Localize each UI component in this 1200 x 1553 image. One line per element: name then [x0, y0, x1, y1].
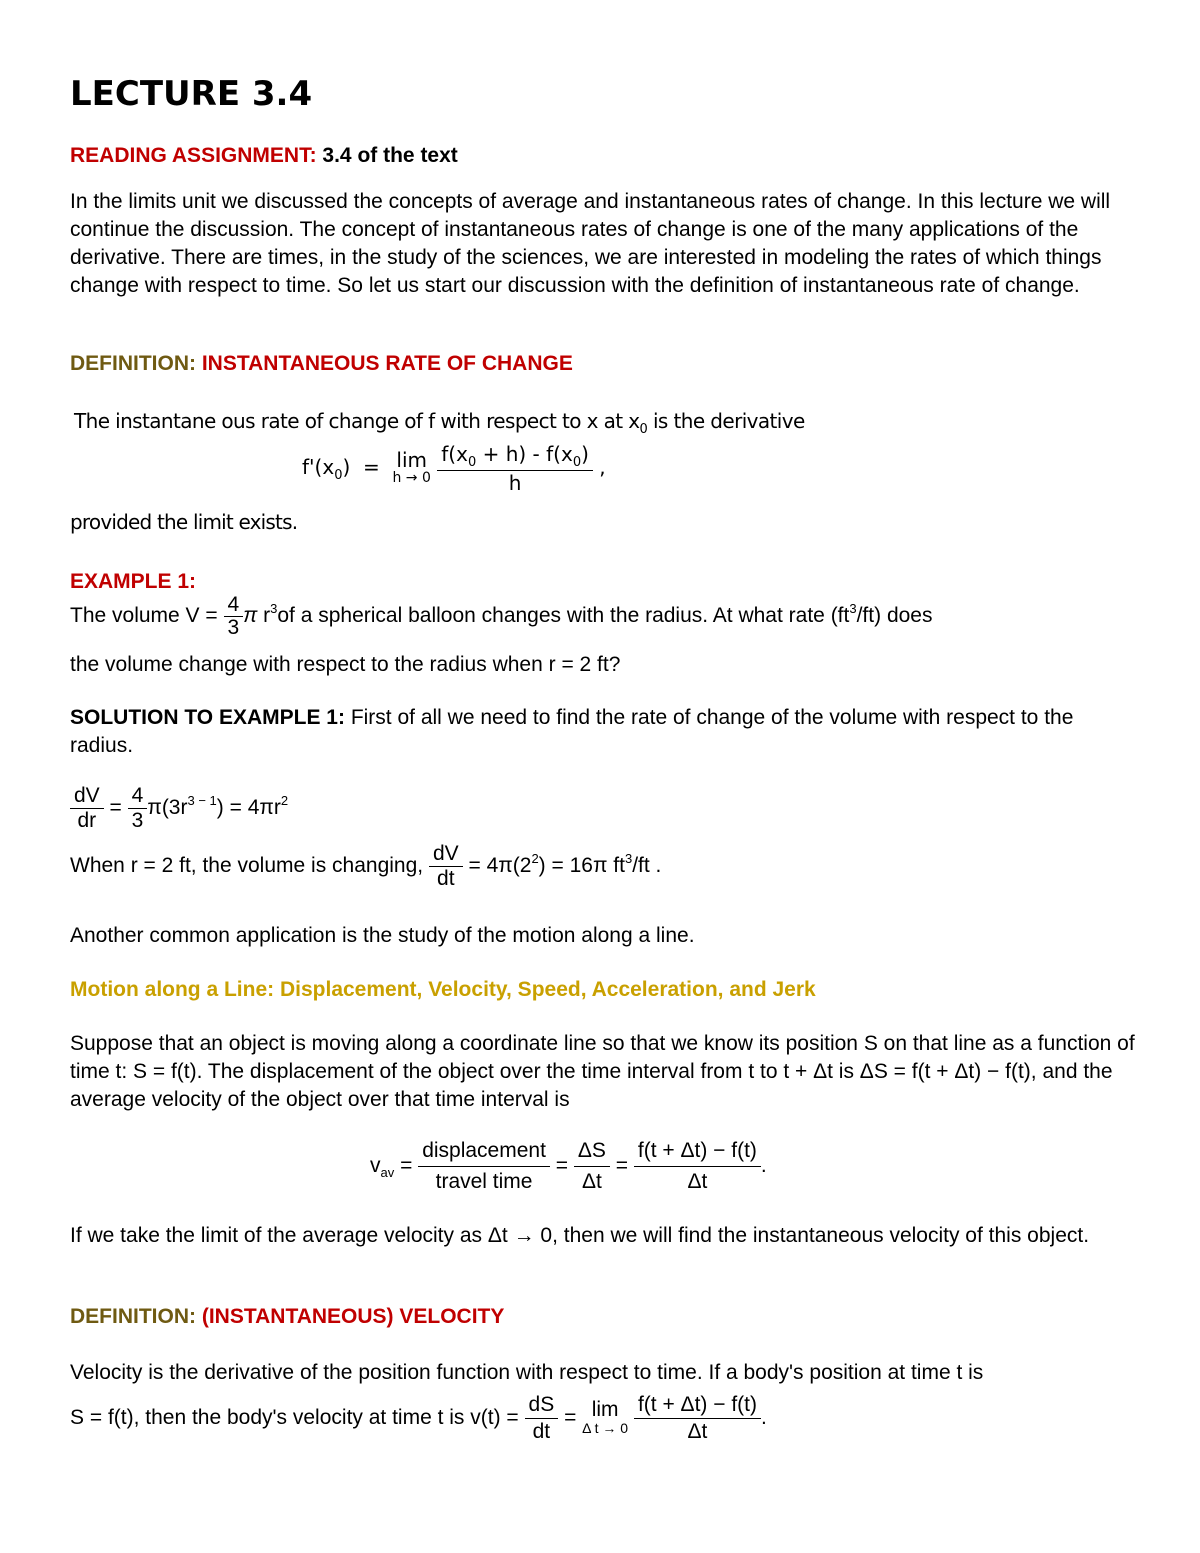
formula-lhs-end: ) — [342, 455, 351, 479]
definition-2-heading — [70, 1303, 504, 1331]
motion-paragraph: Suppose that an object is moving along a coordinate line so that we know its position S on that line as a function of time t: S = f(t). The displacement of the object over the time interval from t to t + Δt is ΔS = f(t + Δt) − f(t), and the average velocity of the object over that time interval is — [70, 1032, 1135, 1111]
def1-text-a: The instantane ous rate of change of f with respect to x at x — [74, 409, 640, 433]
eq-sign: = — [109, 796, 122, 820]
vav-eq1: = — [400, 1154, 413, 1178]
def1-sub: 0 — [639, 422, 648, 437]
formula-comma: , — [599, 455, 606, 479]
ex1-r: r — [263, 604, 271, 628]
def2-line2: S = f(t), then the body's velocity at time t is v(t) = — [70, 1406, 519, 1430]
lim-text: lim — [396, 447, 427, 472]
vav-sub: av — [380, 1165, 395, 1181]
vav-v: v — [370, 1154, 381, 1178]
expr-2-exp2: 3 — [624, 851, 633, 867]
formula-fraction — [437, 442, 593, 495]
formula-numerator: $f(x_0 + h) - f(x_0)$ — [437, 442, 593, 471]
page-title: LECTURE 3.4 — [70, 74, 313, 114]
def2-limit: lim Δ t → 0 — [582, 1397, 629, 1436]
ds-dt-fraction: $\frac{dS}{dt}$ — [525, 1392, 559, 1445]
formula-eq: = — [363, 455, 380, 479]
ex1-text-b: of a spherical balloon changes with the radius. At what rate — [277, 604, 825, 628]
example-1-question — [70, 594, 932, 639]
vav-eq2: = — [555, 1154, 569, 1178]
expr-1: π(3r — [147, 796, 188, 820]
vav-end: . — [760, 1154, 767, 1178]
formula-denominator: h — [508, 471, 522, 495]
def2-fraction: $\frac{f(t + \Delta t) - f(t)}{\Delta t}$ — [634, 1392, 761, 1445]
definition-1-provided: provided the limit exists. — [70, 510, 298, 534]
four-thirds-fraction: $\frac{4}{3}$ — [128, 784, 148, 833]
ex1-text-c: does — [886, 604, 933, 628]
average-velocity-formula — [370, 1136, 767, 1197]
ex1-text-a: The volume V = — [70, 604, 218, 628]
reading-label: READING ASSIGNMENT: — [70, 144, 317, 167]
solution-1-paragraph — [70, 704, 1140, 760]
ex1-r-sup: 3 — [270, 601, 278, 617]
def1-text-b: is the derivative — [652, 409, 805, 433]
expr-1b: ) = 4πr — [216, 796, 281, 820]
motion-heading: Motion along a Line: Displacement, Velocity, Speed, Acceleration, and Jerk — [70, 978, 816, 1001]
when-text: When r = 2 ft, the volume is changing, — [70, 854, 424, 878]
formula-limit — [392, 447, 431, 487]
reading-text: 3.4 of the text — [322, 144, 458, 167]
definition-2-label: DEFINITION: — [70, 1305, 196, 1328]
reading-assignment — [70, 142, 458, 170]
limit-paragraph: If we take the limit of the average velocity as Δt → 0, then we will find the instantaneous velocity of this object. — [70, 1224, 1090, 1247]
dv-dr-fraction: $\frac{dV}{dr}$ — [70, 784, 104, 833]
formula-lhs-sub: 0 — [334, 468, 343, 483]
vav-eq3: = — [615, 1154, 629, 1178]
solution-1-text: First of all we need to find the rate of change of the volume with respect to the radius. — [70, 706, 1074, 757]
expr-2: = 4π(2 — [468, 854, 532, 878]
def2-eq: = — [564, 1406, 577, 1430]
pi-symbol: π — [243, 604, 258, 628]
intro-paragraph: In the limits unit we discussed the concepts of average and instantaneous rates of change. In this lecture we will continue the discussion. The concept of instantaneous rates of change is one of the many applications of the derivative. There are times, in the study of the sciences, we are interested in modeling the rates of which things change with respect to time. So let us start our discussion with the definition of instantaneous rate of change. — [70, 190, 1111, 297]
formula-lhs: f'(x — [302, 455, 335, 479]
definition-1-formula — [302, 442, 606, 495]
solution-1-derivative — [70, 784, 288, 833]
expr-2c: /ft . — [632, 854, 662, 878]
lim-under: h → 0 — [392, 469, 431, 486]
solution-1-label: SOLUTION TO EXAMPLE 1: — [70, 706, 345, 729]
example-1-question-line2: the volume change with respect to the radius when r = 2 ft? — [70, 653, 621, 676]
vav-fraction-2: $\frac{\Delta S}{\Delta t}$ — [574, 1136, 610, 1197]
example-1-label: EXAMPLE 1: — [70, 570, 197, 593]
definition-1-title: INSTANTANEOUS RATE OF CHANGE — [201, 352, 573, 375]
definition-1-statement — [74, 407, 805, 444]
ex1-unit: $(ft^3/ft)$ — [830, 601, 882, 628]
solution-1-result — [70, 842, 661, 891]
definition-2-line1: Velocity is the derivative of the position function with respect to time. If a body's position at time t is — [70, 1361, 984, 1384]
another-application: Another common application is the study of the motion along a line. — [70, 924, 695, 947]
def2-end: . — [761, 1406, 767, 1430]
definition-1-heading — [70, 350, 573, 378]
vav-fraction-1: $\frac{\text{displacement}}{\text{travel time}}$ — [418, 1136, 550, 1197]
expr-1-exp2: 2 — [280, 793, 289, 809]
definition-1-label: DEFINITION: — [70, 352, 196, 375]
expr-1-exp: 3 − 1 — [187, 793, 217, 809]
definition-2-title: (INSTANTANEOUS) VELOCITY — [201, 1305, 505, 1328]
expr-2b: ) = 16π ft — [538, 854, 625, 878]
definition-2-formula — [70, 1392, 767, 1445]
expr-2-exp: 2 — [531, 851, 539, 867]
ex1-fraction: $\frac{4}{3}$ — [224, 594, 244, 639]
dv-dt-fraction: $\frac{dV}{dt}$ — [429, 842, 463, 891]
vav-fraction-3: $\frac{f(t + \Delta t) - f(t)}{\Delta t}$ — [634, 1136, 761, 1197]
